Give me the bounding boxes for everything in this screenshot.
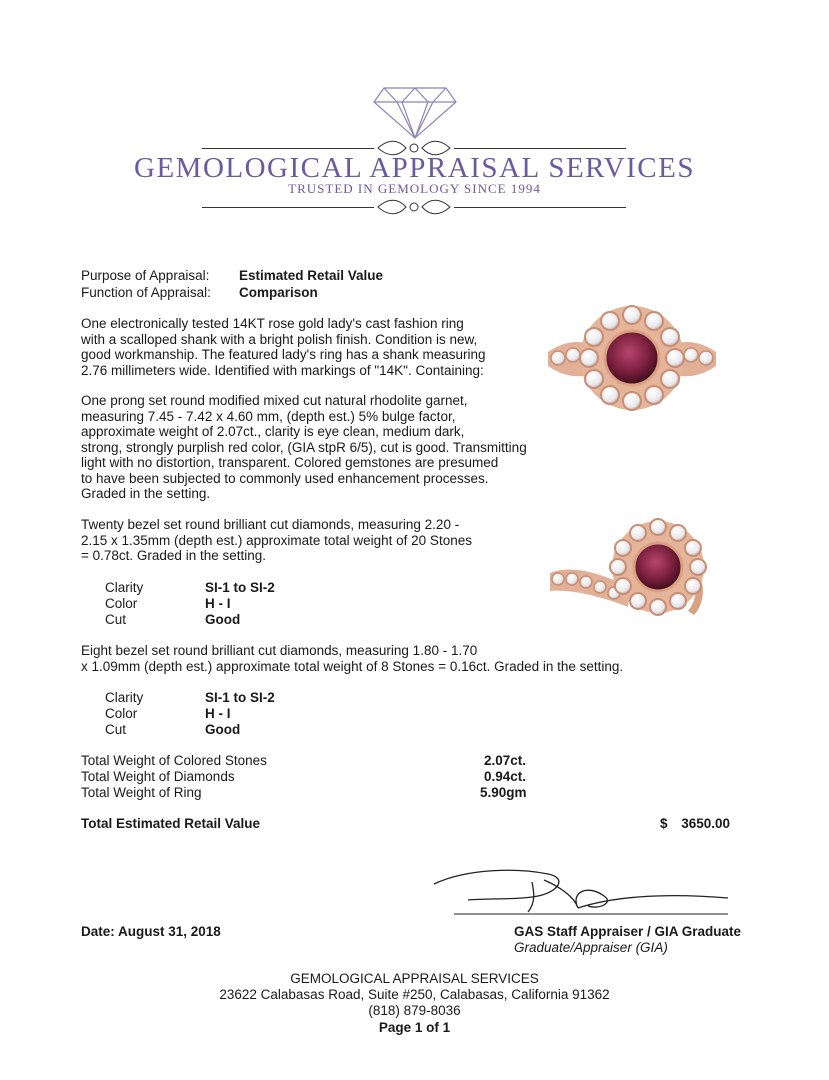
grade-value: SI-1 to SI-2 (205, 690, 275, 705)
total-weight-label: Total Weight of Colored Stones (81, 753, 267, 768)
grade-label: Clarity (105, 690, 144, 705)
grade-label: Cut (105, 722, 127, 737)
grade-label: Color (105, 596, 138, 611)
retail-value-amount: 3650.00 (681, 816, 730, 831)
appraiser-subtitle: Graduate/Appraiser (GIA) (514, 940, 668, 955)
header-rule-top-left (202, 148, 374, 149)
date: Date: August 31, 2018 (81, 924, 221, 939)
diamonds-description-2: Eight bezel set round brilliant cut diamonds, measuring 1.80 - 1.70 x 1.09mm (depth est.) approximate total weight of 8 Stones = 0.16ct. Graded in the setting. (81, 643, 624, 674)
ring-photo-angled-view (548, 515, 716, 627)
total-weight-value: 0.94ct. (483, 769, 526, 784)
total-weight-label: Total Weight of Ring (81, 785, 202, 800)
grade-value: H - I (205, 596, 231, 611)
purpose-label: Purpose of Appraisal: (81, 268, 210, 283)
grade-label: Color (105, 706, 138, 721)
company-name: GEMOLOGICAL APPRAISAL SERVICES (134, 152, 695, 184)
company-tagline: TRUSTED IN GEMOLOGY SINCE 1994 (288, 181, 541, 196)
grade-label: Clarity (105, 580, 144, 595)
footer-company: GEMOLOGICAL APPRAISAL SERVICES (290, 971, 539, 986)
ring-description: One electronically tested 14KT rose gold lady's cast fashion ring with a scalloped shank with a bright polish finish. Condition is new, good workmanship. The featured lady's ring has a shank measuring 2.76 millimeters wide. Identified with markings of "14K". Containing: (81, 316, 486, 378)
appraiser-title: GAS Staff Appraiser / GIA Graduate (514, 924, 742, 939)
header-rule-top-right (454, 148, 626, 149)
header-rule-bottom-right (454, 207, 626, 208)
diamonds-description-1: Twenty bezel set round brilliant cut diamonds, measuring 2.20 - 2.15 x 1.35mm (depth est.) approximate total weight of 20 Stones = 0.78ct. Graded in the setting. (81, 517, 472, 563)
total-weight-value: 5.90gm (480, 785, 527, 800)
diamond-logo-icon (372, 82, 458, 142)
flourish-icon (376, 198, 452, 216)
retail-value-label: Total Estimated Retail Value (81, 816, 261, 831)
garnet-description: One prong set round modified mixed cut natural rhodolite garnet, measuring 7.45 - 7.42 x 4.60 mm, (depth est.) 5% bulge factor, approximate weight of 2.07ct., clarity is eye clean, medium dark, strong, strongly purplish red color, (GIA stpR 6/5), cut is good. Transmitting light with no distortion, transparent. Colored gemstones are presumed to have been subjected to commonly used enhancement processes. Graded in the setting. (81, 393, 527, 501)
currency-symbol: $ (660, 816, 668, 831)
grade-value: Good (205, 722, 241, 737)
function-label: Function of Appraisal: (81, 285, 211, 300)
footer-phone: (818) 879-8036 (368, 1003, 461, 1018)
header-rule-bottom-left (202, 207, 374, 208)
total-weight-value: 2.07ct. (483, 753, 526, 768)
purpose-value: Estimated Retail Value (239, 268, 384, 283)
ring-photo-top-view (548, 300, 716, 418)
grade-value: SI-1 to SI-2 (205, 580, 275, 595)
grade-value: Good (205, 612, 241, 627)
footer-address: 23622 Calabasas Road, Suite #250, Calabasas, California 91362 (219, 987, 610, 1002)
total-weight-label: Total Weight of Diamonds (81, 769, 235, 784)
appraiser-signature (428, 862, 744, 918)
function-value: Comparison (239, 285, 318, 300)
grade-value: H - I (205, 706, 231, 721)
grade-label: Cut (105, 612, 127, 627)
page-number: Page 1 of 1 (378, 1020, 451, 1035)
